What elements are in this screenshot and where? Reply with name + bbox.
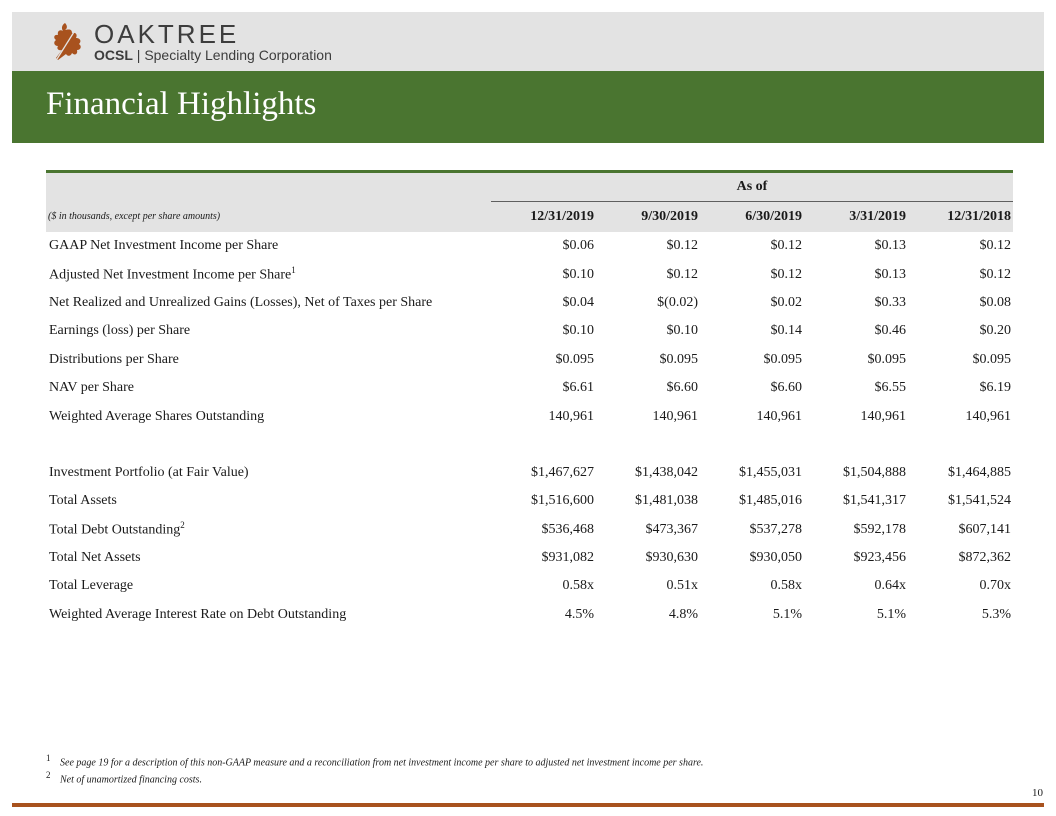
table-cell: $1,504,888 [843,464,906,480]
table-cell: 0.64x [874,578,906,594]
table-cell: 5.3% [981,606,1011,622]
row-label [46,317,491,345]
footnote-number: 1 [46,753,51,763]
table-row [46,374,1013,402]
table-row [46,232,1013,260]
brand-subtitle [94,47,332,63]
row-label-text: Total Leverage [49,578,134,594]
row-label [46,572,491,600]
table-cell: $6.19 [979,380,1011,396]
row-label-text: Investment Portfolio (at Fair Value) [49,464,249,480]
table-cell: 4.5% [564,606,594,622]
table-cell: 0.51x [666,578,698,594]
table-cell: $931,082 [541,550,594,566]
table-cell: 0.58x [562,578,594,594]
row-label-text: Adjusted Net Investment Income per Share [49,267,292,283]
row-label-text: Total Net Assets [49,550,141,566]
table-cell: $0.08 [979,294,1011,310]
table-row [46,402,1013,430]
financial-highlights-table [46,170,1013,629]
footnote-1 [46,752,703,769]
brand-company: Specialty Lending Corporation [144,47,332,63]
table-cell: $607,141 [958,521,1011,537]
table-cell: $0.095 [972,351,1011,367]
bottom-rule [12,803,1044,807]
table-cell: $536,468 [541,521,594,537]
column-header: 3/31/2019 [804,202,908,233]
table-cell: $923,456 [853,550,906,566]
table-cell: $0.04 [562,294,594,310]
footnote-ref: 1 [291,265,296,276]
table-cell: $930,630 [645,550,698,566]
table-cell: $(0.02) [657,294,698,310]
table-cell: 4.8% [668,606,698,622]
table-cell: $0.095 [867,351,906,367]
table-group-header-row [46,172,1013,202]
row-label-text: Earnings (loss) per Share [49,323,191,339]
table-cell: $0.095 [659,351,698,367]
table-cell: $0.12 [979,266,1011,282]
table-cell: $0.095 [763,351,802,367]
table-cell: $1,464,885 [948,464,1011,480]
table-cell: 140,961 [860,408,906,424]
column-header: 9/30/2019 [596,202,700,233]
table-cell: $1,516,600 [531,493,594,509]
brand-separator: | [136,47,141,63]
table-row [46,317,1013,345]
table-cell: $0.20 [979,323,1011,339]
table-row [46,572,1013,600]
row-label [46,516,491,544]
table-cell: 5.1% [772,606,802,622]
spacer-row [46,431,1013,459]
table-cell: $0.06 [562,238,594,254]
table-cell: $1,467,627 [531,464,594,480]
page-title: Financial Highlights [46,86,317,122]
column-header: 6/30/2019 [700,202,804,233]
table-cell: $0.46 [874,323,906,339]
table-cell: $0.095 [555,351,594,367]
row-label-text: Total Debt Outstanding [49,523,181,539]
row-label-text: GAAP Net Investment Income per Share [49,238,279,254]
table-cell: $1,455,031 [739,464,802,480]
row-label [46,544,491,572]
table-cell: $0.10 [562,266,594,282]
column-header: 12/31/2019 [491,202,596,233]
table-cell: $1,485,016 [739,493,802,509]
table-cell: $0.12 [770,266,802,282]
footnotes [46,752,703,787]
row-label [46,601,491,629]
table-cell: $1,438,042 [635,464,698,480]
footnote-text: Net of unamortized financing costs. [60,774,202,786]
table-cell: 140,961 [756,408,802,424]
row-label-text: Weighted Average Interest Rate on Debt Outstanding [49,606,347,622]
table-cell: $0.33 [874,294,906,310]
table-cell: $0.10 [666,323,698,339]
table-cell: $473,367 [645,521,698,537]
row-label [46,260,491,288]
table-row [46,260,1013,288]
table-cell: $1,541,524 [948,493,1011,509]
row-label-text: Net Realized and Unrealized Gains (Losses), Net of Taxes per Share [49,294,433,310]
table-cell: 140,961 [548,408,594,424]
table-date-header-row [46,202,1013,233]
column-header: 12/31/2018 [908,202,1013,233]
row-label-text: Distributions per Share [49,351,179,367]
table-cell: $537,278 [749,521,802,537]
table-row [46,289,1013,317]
table-cell: $1,541,317 [843,493,906,509]
row-label [46,374,491,402]
table-cell: $0.14 [770,323,802,339]
table-cell: $0.12 [666,238,698,254]
table-row [46,459,1013,487]
row-label [46,402,491,430]
table-row [46,544,1013,572]
table-cell: $872,362 [958,550,1011,566]
brand-name: OAKTREE [94,19,240,49]
table-cell: 140,961 [652,408,698,424]
table-cell: 5.1% [876,606,906,622]
table-cell: 0.58x [770,578,802,594]
row-label-text: Weighted Average Shares Outstanding [49,408,265,424]
table-cell: $0.12 [770,238,802,254]
row-label [46,487,491,515]
footnote-2 [46,769,703,786]
table-row [46,601,1013,629]
row-label-text: NAV per Share [49,380,135,396]
table-cell: $6.60 [770,380,802,396]
table-cell: $592,178 [853,521,906,537]
table-cell: $6.55 [874,380,906,396]
brand-ticker: OCSL [94,47,133,63]
footnote-text: See page 19 for a description of this non-GAAP measure and a reconciliation from net investment income per share to adjusted net investment income per share. [60,757,704,769]
page-number: 10 [1032,787,1043,799]
as-of-header: As of [491,172,1013,202]
table-cell: $0.12 [666,266,698,282]
oak-leaf-icon [44,20,86,62]
table-body [46,232,1013,629]
table-cell: $0.13 [874,266,906,282]
row-label [46,346,491,374]
table-cell: $0.02 [770,294,802,310]
row-label [46,232,491,260]
table-row [46,487,1013,515]
row-label [46,289,491,317]
table-cell: $1,481,038 [635,493,698,509]
table-cell: $0.13 [874,238,906,254]
table-cell: $930,050 [749,550,802,566]
units-note: ($ in thousands, except per share amounts) [46,202,491,233]
footnote-number: 2 [46,770,51,781]
table-cell: $0.12 [979,238,1011,254]
footnote-ref: 2 [180,520,185,531]
row-label-text: Total Assets [49,493,117,509]
table-row [46,516,1013,544]
table-row [46,346,1013,374]
table-cell: $0.10 [562,323,594,339]
row-label [46,459,491,487]
table-cell: 140,961 [965,408,1011,424]
table-cell: $6.61 [562,380,594,396]
table-cell: 0.70x [979,578,1011,594]
table-cell: $6.60 [666,380,698,396]
